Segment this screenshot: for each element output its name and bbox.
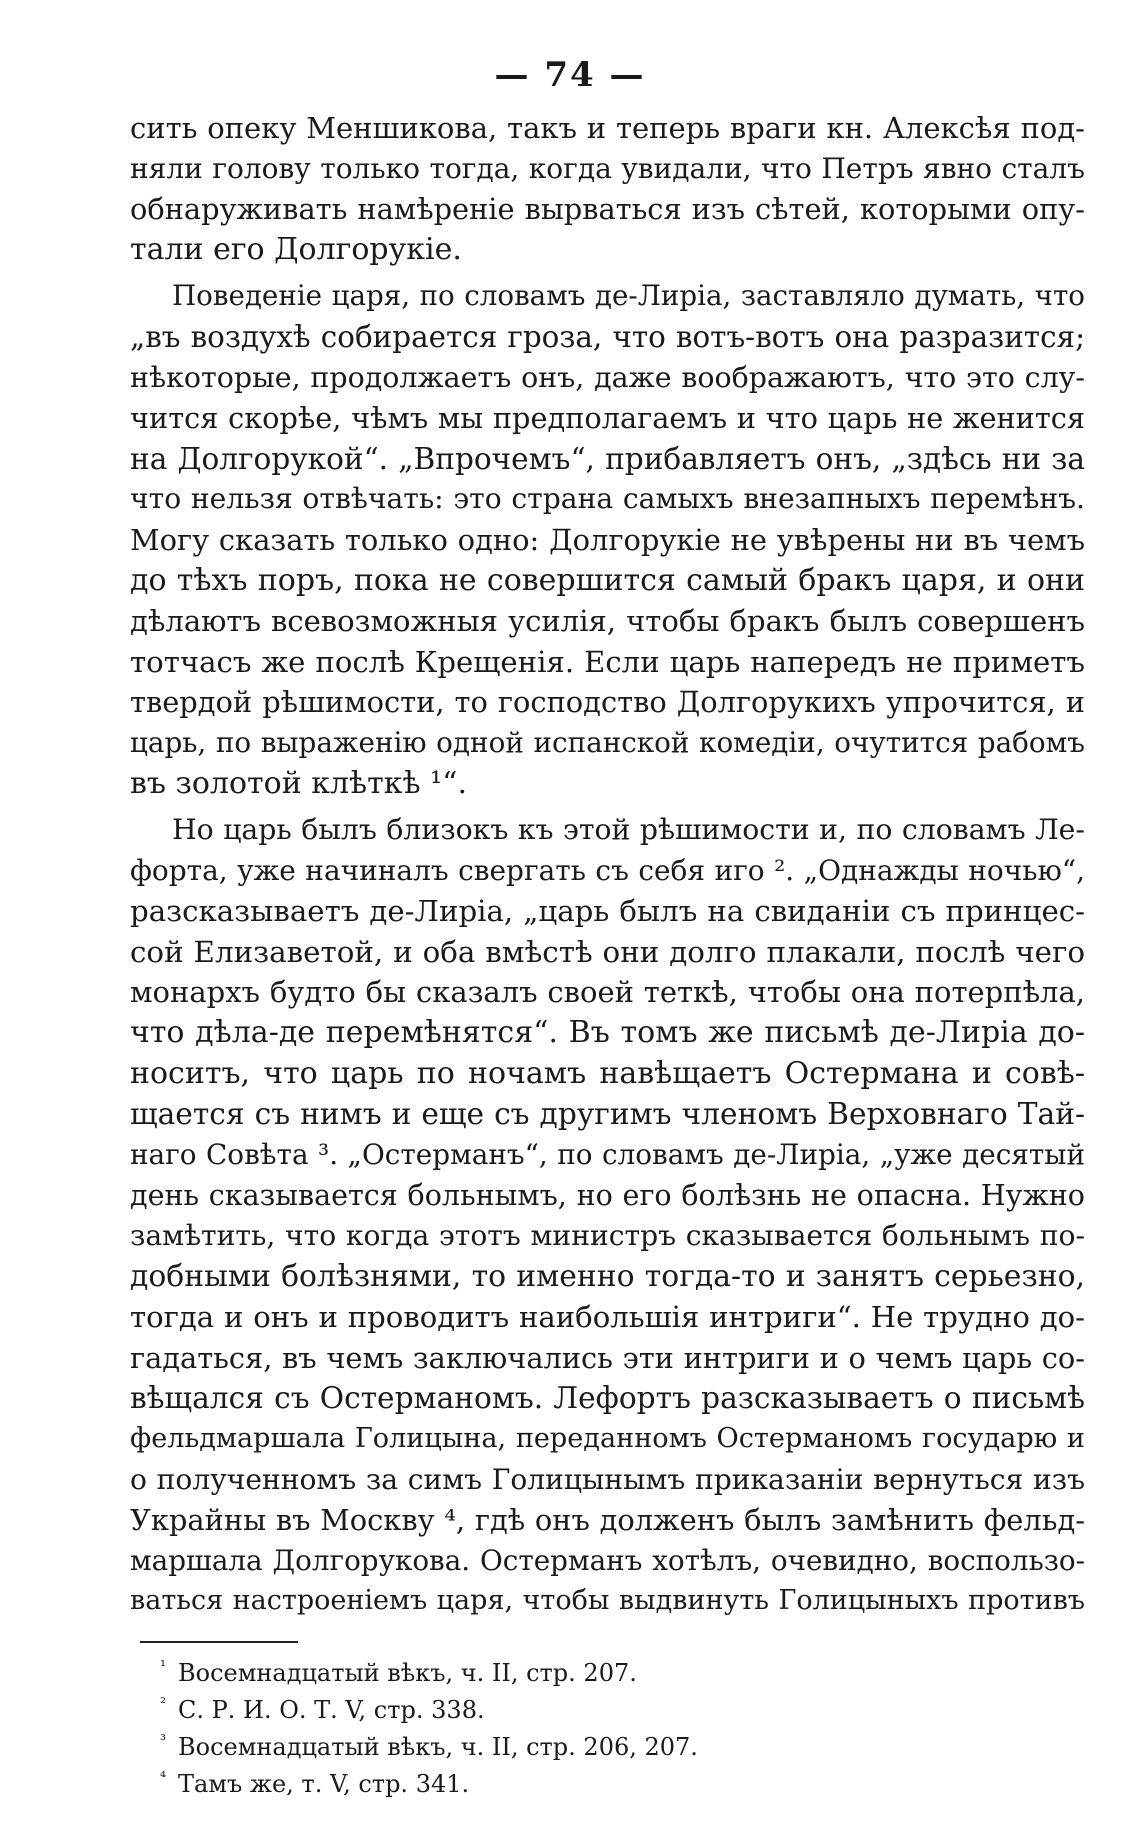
text-line: добными болѣзнями, то именно тогда-то и занятъ серьезно, <box>130 1258 1085 1294</box>
text-line: Но царь былъ близокъ къ этой рѣшимости и, по словамъ Ле- <box>172 813 1085 847</box>
text-line: Украйны въ Москву ⁴, гдѣ онъ долженъ былъ замѣнить фельд- <box>130 1503 1085 1538</box>
footnote-mark: ² <box>160 1694 167 1712</box>
text-line: вѣщался съ Остерманомъ. Лефортъ разсказываетъ о письмѣ <box>130 1380 1085 1416</box>
text-line: дѣлаютъ всевозможныя усилія, чтобы бракъ былъ совершенъ <box>130 604 1085 639</box>
text-line: нѣкоторые, продолжаетъ онъ, даже воображаютъ, что это слу- <box>130 360 1085 394</box>
text-line: въ золотой клѣткѣ ¹“. <box>130 765 468 801</box>
text-line: монархъ будто бы сказалъ своей теткѣ, чтобы она потерпѣла, <box>130 975 1085 1010</box>
footnote <box>160 1766 960 1803</box>
text-line: няли голову только тогда, когда увидали, что Петръ явно сталъ <box>130 151 1085 185</box>
text-line: разсказываетъ де-Лиріа, „царь былъ на свиданіи съ принцес- <box>130 894 1085 929</box>
body-text <box>130 108 1085 1622</box>
text-line: наго Совѣта ³. „Остерманъ“, по словамъ де-Лиріа, „уже десятый <box>130 1137 1085 1171</box>
text-line: замѣтить, что когда этотъ министръ сказывается больнымъ по- <box>130 1219 1085 1253</box>
footnote-mark: ⁴ <box>160 1768 167 1786</box>
text-line: что нельзя отвѣчать: это страна самыхъ внезапныхъ перемѣнъ. <box>130 482 1085 516</box>
text-line: маршала Долгорукова. Остерманъ хотѣлъ, очевидно, воспользо- <box>130 1543 1085 1577</box>
text-line: царь, по выраженію одной испанской комедіи, очутится рабомъ <box>130 725 1085 759</box>
text-line: носитъ, что царь по ночамъ навѣщаетъ Остермана и совѣ- <box>130 1055 1085 1091</box>
text-line: до тѣхъ поръ, пока не совершится самый бракъ царя, и они <box>130 562 1085 598</box>
text-line: „въ воздухѣ собирается гроза, что вотъ-вотъ она разразится; <box>130 319 1085 354</box>
text-line: сой Елизаветой, и оба вмѣстѣ они долго плакали, послѣ чего <box>130 934 1085 969</box>
text-line: на Долгорукой“. „Впрочемъ“, прибавляетъ онъ, „здѣсь ни за <box>130 441 1085 476</box>
footnote-text: Восемнадцатый вѣкъ, ч. II, стр. 206, 207. <box>178 1733 698 1761</box>
footnote-mark: ¹ <box>160 1657 167 1675</box>
text-line: ваться настроеніемъ царя, чтобы выдвинуть Голицыныхъ противъ <box>130 1585 1085 1617</box>
footnote <box>160 1692 960 1729</box>
footnote-text: Тамъ же, т. V, стр. 341. <box>178 1770 470 1798</box>
text-line: чится скорѣе, чѣмъ мы предполагаемъ и что царь не женится <box>130 401 1085 436</box>
text-line: щается съ нимъ и еще съ другимъ членомъ Верховнаго Тай- <box>130 1096 1085 1132</box>
page-number: — 74 — <box>494 55 646 95</box>
text-line: тотчасъ же послѣ Крещенія. Если царь напередъ не приметъ <box>130 644 1085 679</box>
footnote <box>160 1655 960 1692</box>
text-line: что дѣла-де перемѣнятся“. Въ томъ же письмѣ де-Лиріа до- <box>130 1015 1085 1051</box>
footnote-divider <box>140 1641 298 1643</box>
text-line: сить опеку Меншикова, такъ и теперь враги кн. Алексѣя под- <box>130 111 1085 145</box>
text-line: Поведеніе царя, по словамъ де-Лиріа, заставляло думать, что <box>172 279 1085 313</box>
footnote-text: С. Р. И. О. Т. V, стр. 338. <box>178 1696 485 1724</box>
footnote <box>160 1729 960 1766</box>
text-line: тогда и онъ и проводитъ наибольшія интриги“. Не трудно до- <box>130 1300 1085 1335</box>
footnotes <box>160 1655 960 1803</box>
footnote-text: Восемнадцатый вѣкъ, ч. II, стр. 207. <box>178 1659 637 1687</box>
text-line: обнаруживать намѣреніе вырваться изъ сѣтей, которыми опу- <box>130 192 1085 227</box>
text-line: гадаться, въ чемъ заключались эти интриги и о чемъ царь со- <box>130 1340 1085 1375</box>
text-line: день сказывается больнымъ, но его болѣзнь не опасна. Нужно <box>130 1178 1085 1213</box>
text-line: твердой рѣшимости, то господство Долгорукихъ упрочится, и <box>130 685 1085 720</box>
text-line: о полученномъ за симъ Голицынымъ приказаніи вернуться изъ <box>130 1462 1085 1496</box>
footnote-mark: ³ <box>160 1731 167 1749</box>
text-line: форта, уже начиналъ свергать съ себя иго ². „Однажды ночью“, <box>130 853 1085 887</box>
text-line: тали его Долгорукіе. <box>130 231 462 267</box>
text-line: фельдмаршала Голицына, переданномъ Остерманомъ государю и <box>130 1423 1085 1454</box>
text-line: Могу сказать только одно: Долгорукіе не увѣрены ни въ чемъ <box>130 522 1085 557</box>
